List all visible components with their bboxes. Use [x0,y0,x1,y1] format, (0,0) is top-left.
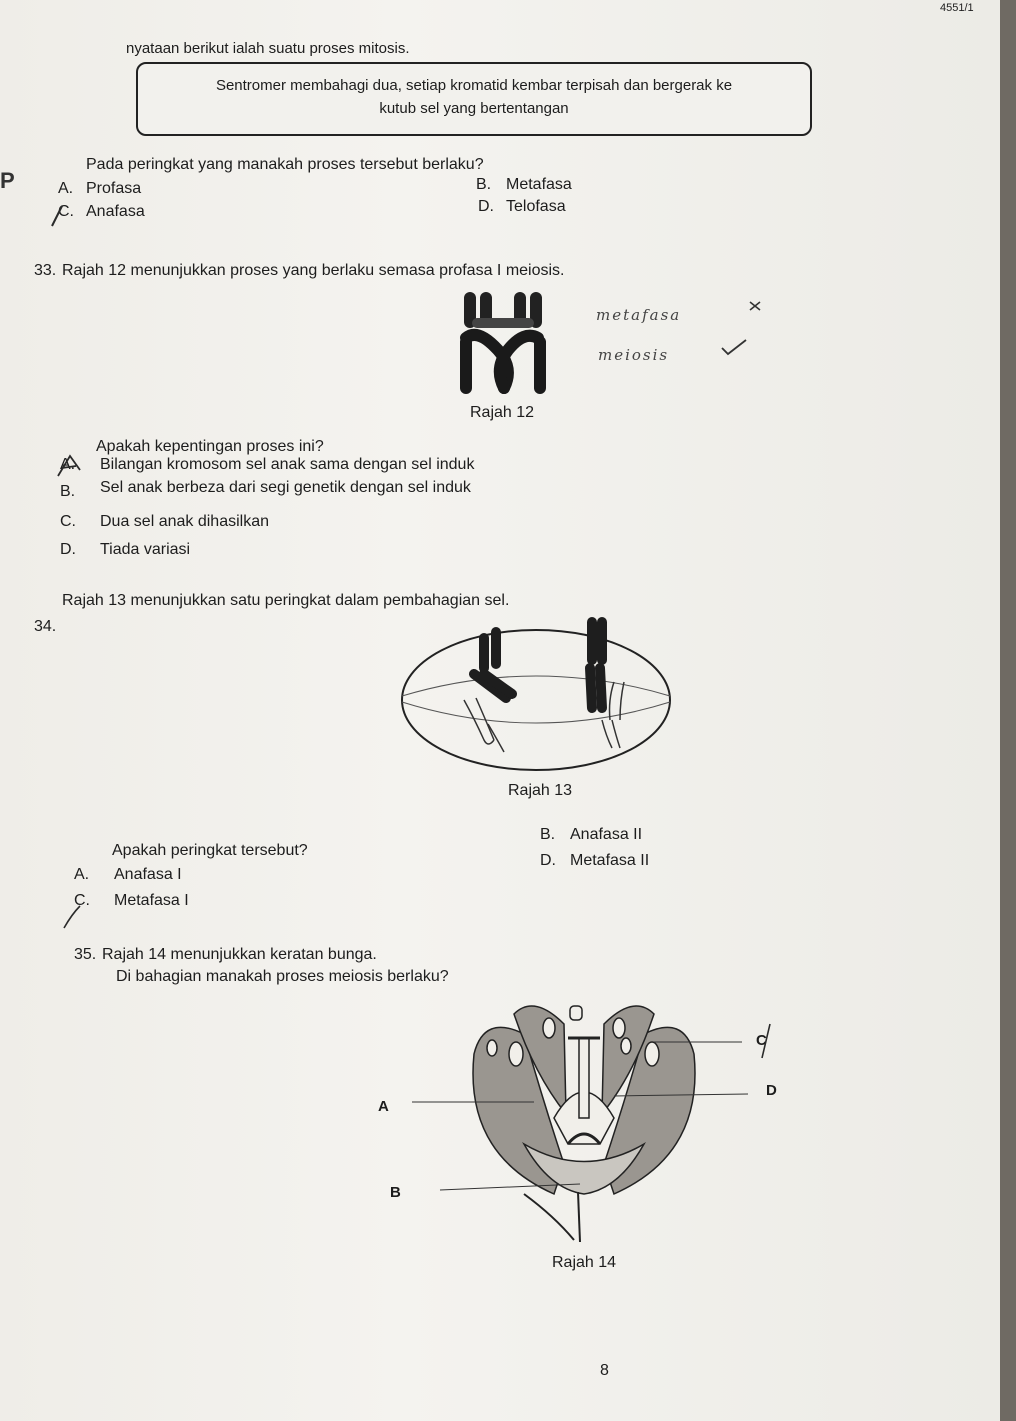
rajah-13-caption: Rajah 13 [508,782,573,799]
option-letter: B. [540,826,556,843]
rajah-14-caption: Rajah 14 [552,1254,617,1271]
label-c: C [756,1032,767,1049]
option-text: Anafasa I [114,866,182,883]
option-letter: B. [476,176,492,193]
q34-stem: Rajah 13 menunjukkan satu peringkat dalam pembahagian sel. [62,592,510,609]
handwriting-meiosis: meiosis [598,346,670,364]
option-letter: B. [60,483,76,500]
q35-number: 35. [74,946,97,963]
option-text: Anafasa II [570,826,643,843]
option-text: Dua sel anak dihasilkan [100,513,269,530]
statement-line-2: kutub sel yang bertentangan [379,100,569,117]
handwriting-metafasa: metafasa [596,306,682,324]
q33-stem: Rajah 12 menunjukkan proses yang berlaku semasa profasa I meiosis. [62,262,565,279]
option-text: Tiada variasi [100,541,191,558]
q32-question: Pada peringkat yang manakah proses tersebut berlaku? [86,156,484,173]
q33-number: 33. [34,262,57,279]
q33-question: Apakah kepentingan proses ini? [96,438,324,455]
q35-stem: Rajah 14 menunjukkan keratan bunga. [102,946,377,963]
label-b: B [390,1184,401,1201]
option-letter: A. [58,180,74,197]
option-text: Sel anak berbeza dari segi genetik dengan sel induk [100,479,471,496]
option-letter: D. [60,541,76,558]
option-text: Metafasa I [114,892,189,909]
statement-line-1: Sentromer membahagi dua, setiap kromatid kembar terpisah dan bergerak ke [215,77,733,94]
paper-code: 4551/1 [940,2,974,14]
q34-question: Apakah peringkat tersebut? [112,842,308,859]
option-letter: C. [74,892,90,909]
label-a: A [378,1098,389,1115]
rajah-12-caption: Rajah 12 [470,404,535,421]
q32-intro: nyataan berikut ialah suatu proses mitosis. [126,40,410,57]
option-letter: D. [540,852,556,869]
option-letter: D. [478,198,494,215]
option-text: Anafasa [86,203,145,220]
page-number: 8 [600,1362,609,1379]
option-text: Metafasa [506,176,572,193]
option-letter: A. [74,866,90,883]
option-text: Metafasa II [570,852,650,869]
option-text: Telofasa [506,198,566,215]
option-text: Profasa [86,180,142,197]
q35-question: Di bahagian manakah proses meiosis berlaku? [116,968,449,985]
q34-number: 34. [34,618,57,635]
option-letter: C. [58,203,74,220]
margin-mark: P [0,168,15,193]
option-letter: A. [60,456,76,473]
option-text: Bilangan kromosom sel anak sama dengan sel induk [100,456,475,473]
option-letter: C. [60,513,76,530]
label-d: D [766,1082,777,1099]
